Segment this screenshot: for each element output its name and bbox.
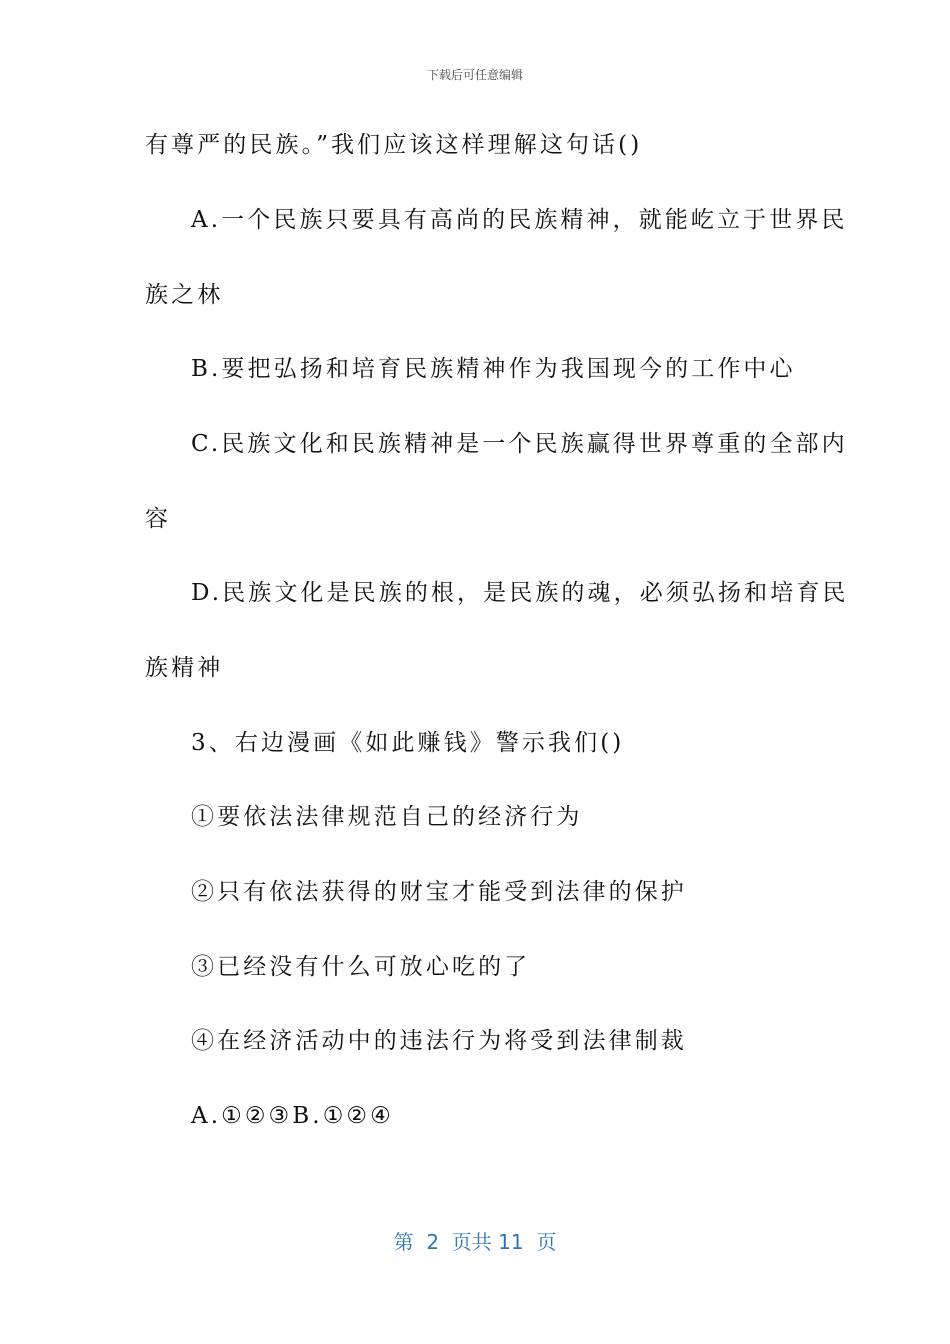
option-c-line-1: C.民族文化和民族精神是一个民族赢得世界尊重的全部内 [191,431,848,457]
statement-3: ③已经没有什么可放心吃的了 [191,954,531,980]
statement-4: ④在经济活动中的违法行为将受到法律制裁 [191,1028,687,1054]
option-c-line-2: 容 [145,506,172,532]
statement-2: ②只有依法获得的财宝才能受到法律的保护 [191,879,687,905]
option-d-line-2: 族精神 [145,655,224,681]
question-stem-continuation: 有尊严的民族。”我们应该这样理解这句话() [145,132,643,158]
page-number: 第 2 页共 11 页 [393,1230,557,1254]
option-a-line-2: 族之林 [145,282,224,308]
question-3-stem: 3、右边漫画《如此赚钱》警示我们() [191,730,625,756]
page-header: 下载后可任意编辑 [426,68,523,82]
option-b: B.要把弘扬和培育民族精神作为我国现今的工作中心 [191,356,796,382]
option-a-line-1: A.一个民族只要具有高尚的民族精神，就能屹立于世界民 [191,207,848,233]
answer-options: A.①②③B.①②④ [191,1103,394,1129]
statement-1: ①要依法法律规范自己的经济行为 [191,804,583,830]
option-d-line-1: D.民族文化是民族的根，是民族的魂，必须弘扬和培育民 [191,580,849,606]
